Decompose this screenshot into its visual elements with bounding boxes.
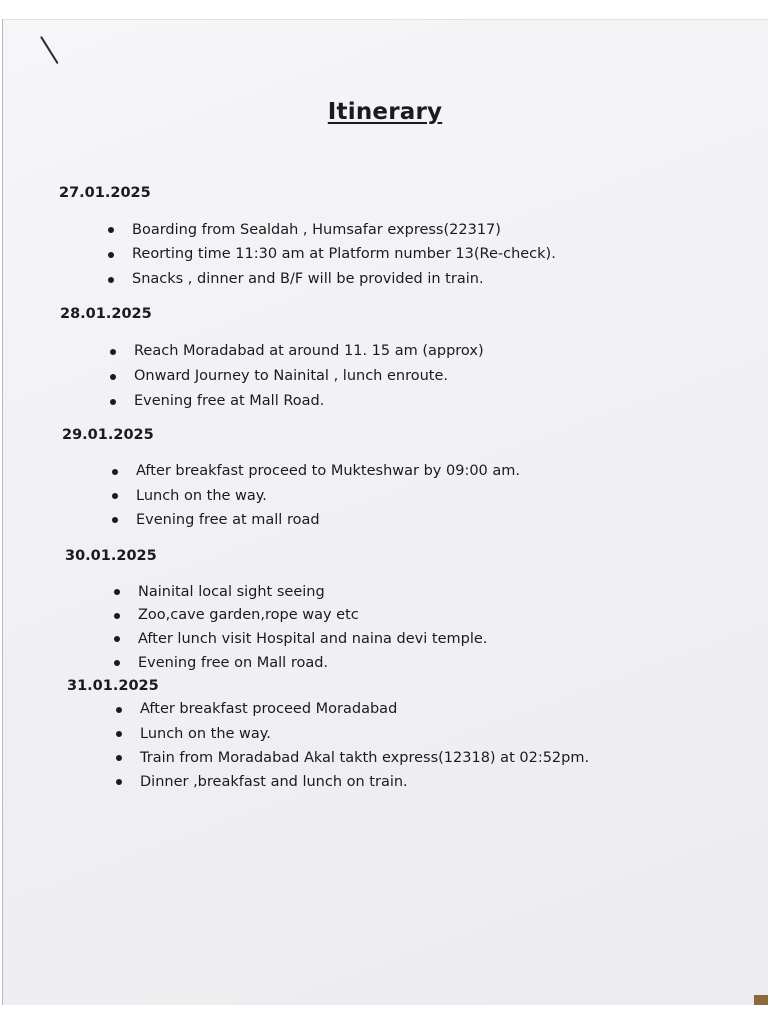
day-1-date: 27.01.2025	[59, 185, 151, 201]
list-item: Nainital local sight seeing	[114, 580, 487, 604]
list-item: Evening free at mall road	[112, 508, 520, 532]
list-item: Reorting time 11:30 am at Platform number 13(Re-check).	[108, 242, 556, 267]
document-title: Itinerary	[327, 99, 443, 125]
list-item: Boarding from Sealdah , Humsafar express(22317)	[108, 218, 556, 242]
list-item: Zoo,cave garden,rope way etc	[114, 604, 487, 627]
day-3-date: 29.01.2025	[62, 427, 154, 443]
day-5-list	[116, 697, 589, 794]
list-item: After breakfast proceed Moradabad	[116, 697, 589, 722]
day-1-list	[108, 218, 556, 292]
list-item: Train from Moradabad Akal takth express(12318) at 02:52pm.	[116, 746, 589, 770]
list-item: Evening free on Mall road.	[114, 651, 487, 675]
day-4-list	[114, 580, 487, 675]
pen-mark	[40, 36, 59, 64]
list-item: Lunch on the way.	[112, 484, 520, 508]
list-item: Dinner ,breakfast and lunch on train.	[116, 770, 589, 794]
day-4-date: 30.01.2025	[65, 548, 157, 564]
paper-sheet	[2, 19, 768, 1005]
list-item: Reach Moradabad at around 11. 15 am (approx)	[110, 339, 484, 364]
day-2-date: 28.01.2025	[60, 306, 152, 322]
list-item: Evening free at Mall Road.	[110, 389, 484, 414]
list-item: Onward Journey to Nainital , lunch enroute.	[110, 364, 484, 389]
table-edge	[754, 995, 768, 1005]
day-3-list	[112, 459, 520, 532]
list-item: After lunch visit Hospital and naina devi temple.	[114, 627, 487, 651]
list-item: Lunch on the way.	[116, 722, 589, 746]
list-item: After breakfast proceed to Mukteshwar by 09:00 am.	[112, 459, 520, 484]
day-2-list	[110, 339, 484, 414]
day-5-date: 31.01.2025	[67, 678, 159, 694]
list-item: Snacks , dinner and B/F will be provided in train.	[108, 267, 556, 292]
